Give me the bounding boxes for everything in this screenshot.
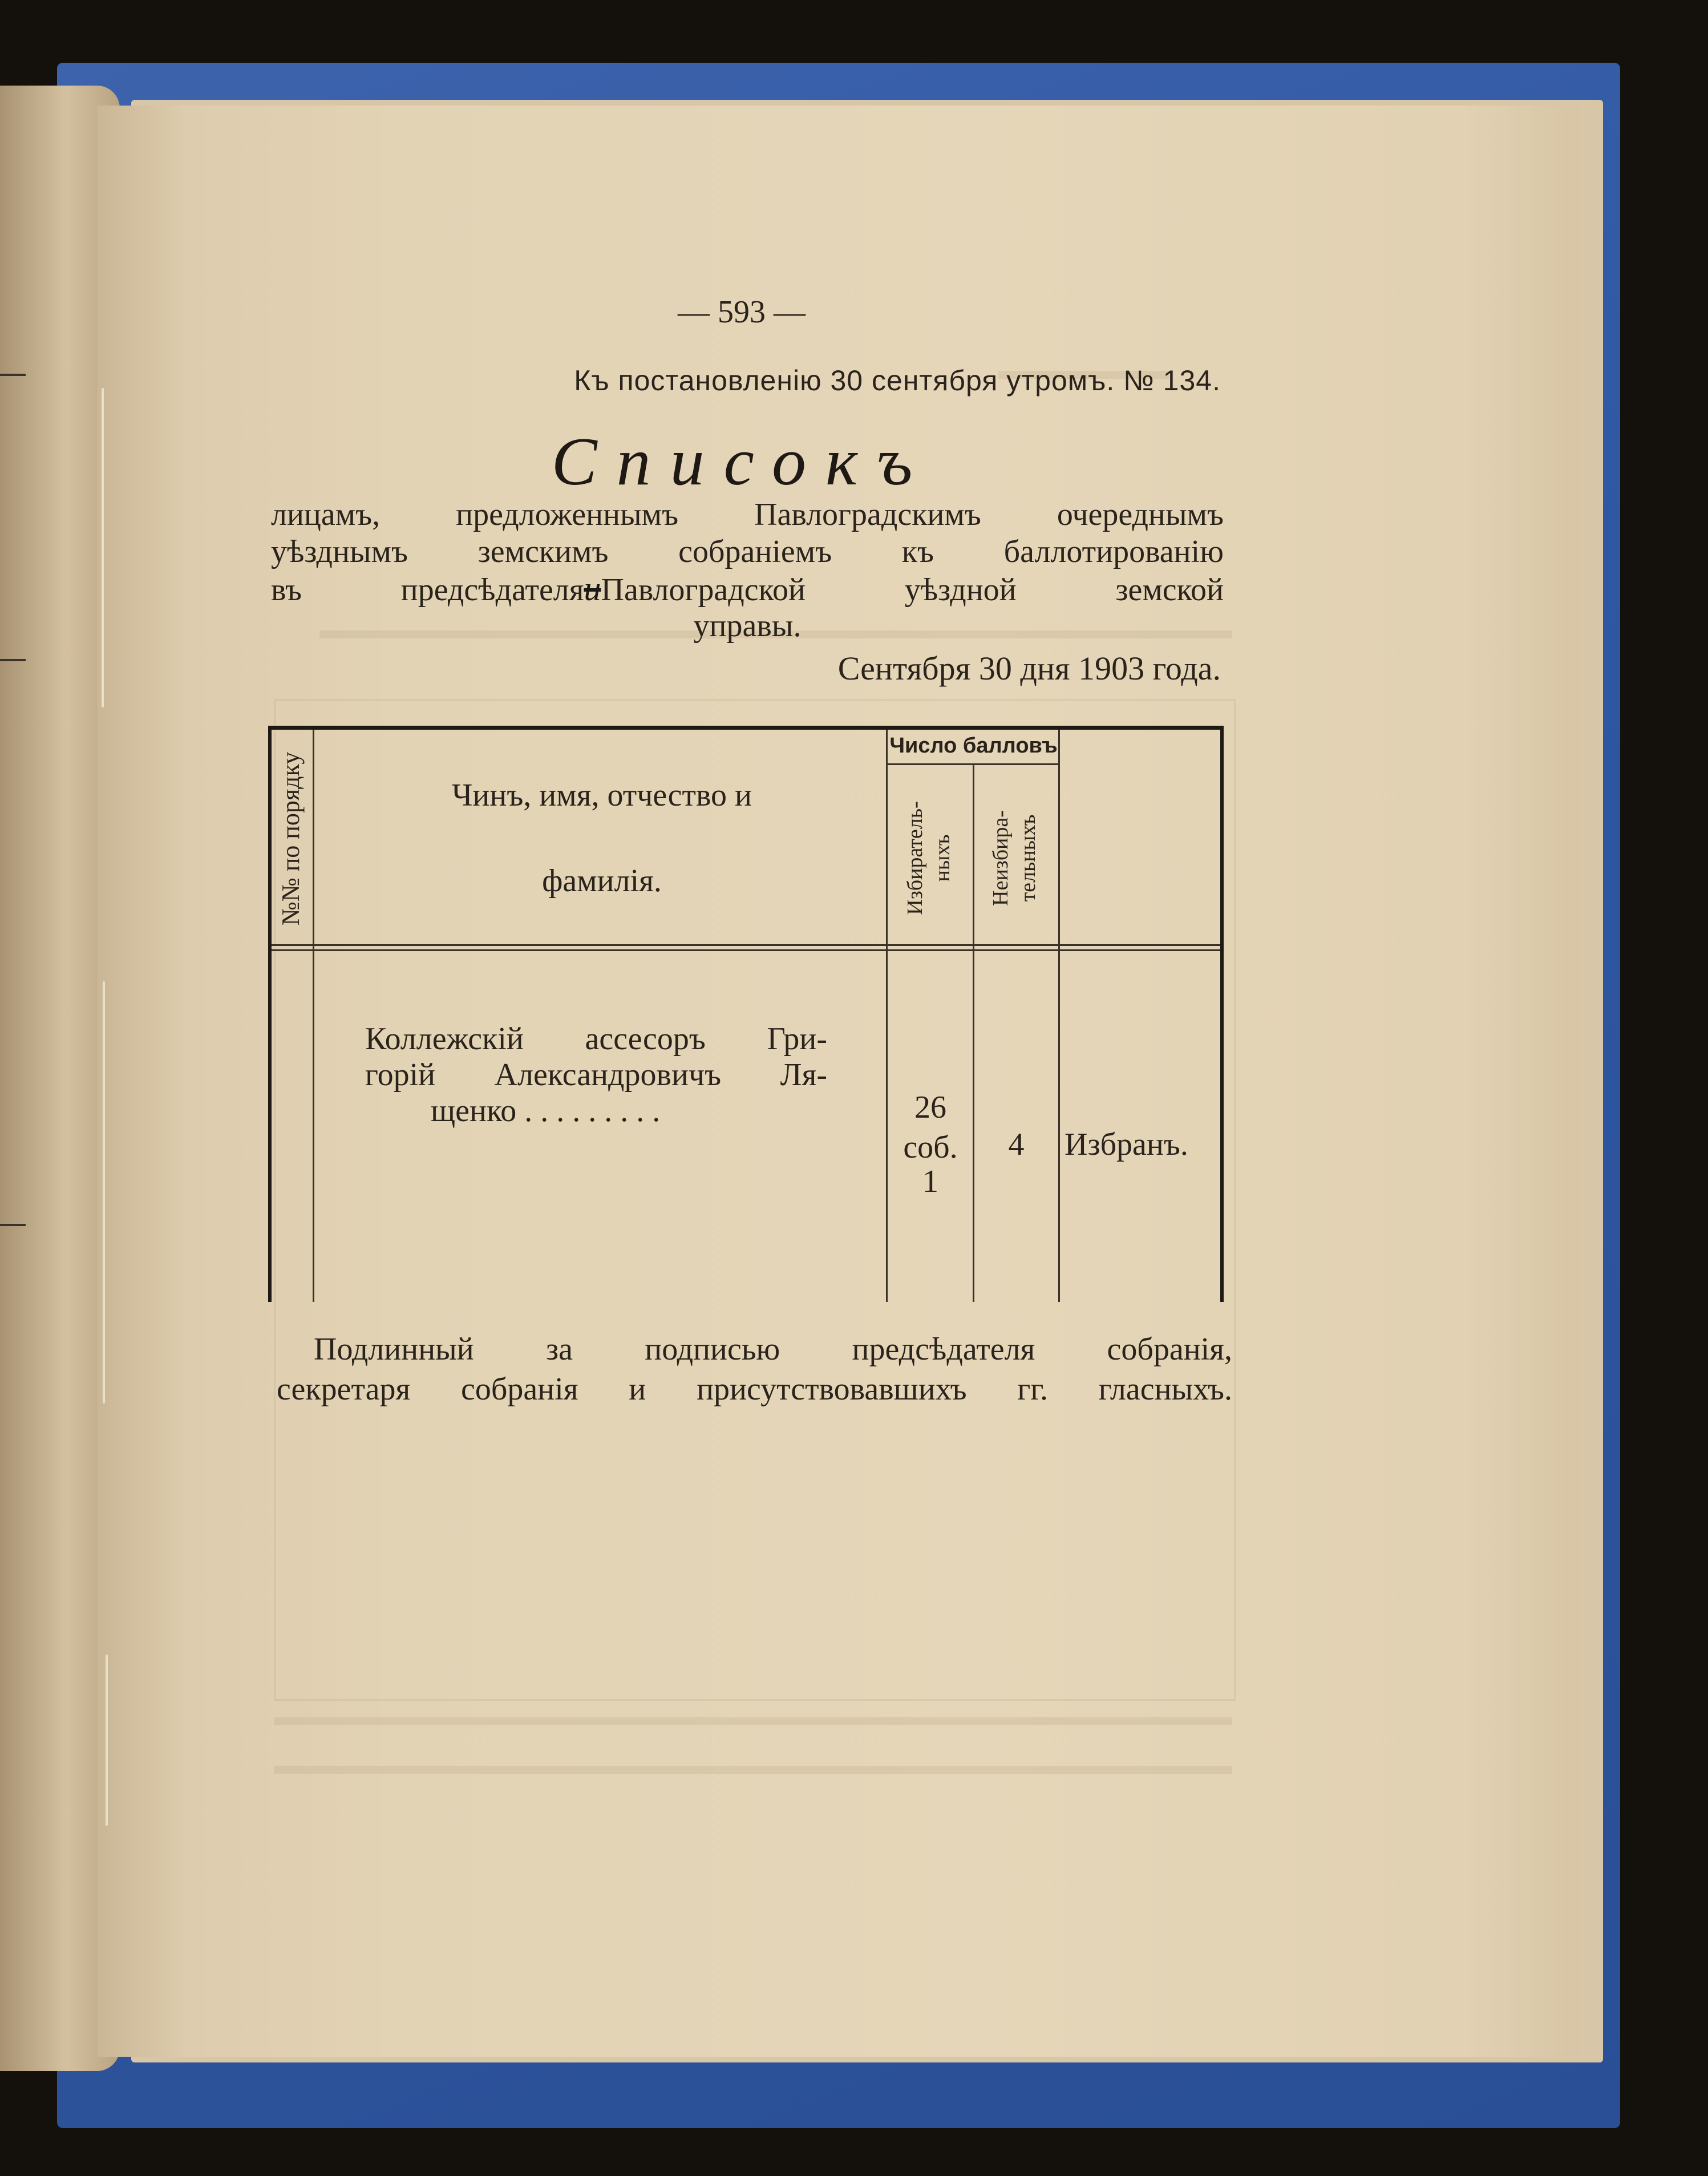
- table-left-border: [268, 726, 272, 1302]
- header-number: №№ по порядку: [277, 751, 305, 926]
- header-name-line-2: фамилія.: [542, 863, 662, 899]
- table-col-divider: [886, 730, 888, 1302]
- table-top-rule: [268, 726, 1224, 730]
- footer-note: [277, 1329, 1232, 1409]
- header-electing-line-2: ныхъ: [930, 834, 954, 882]
- resolution-reference: Къ постановленію 30 сентября утромъ. № 134.: [574, 365, 1221, 397]
- header-non-electing: [987, 772, 1044, 944]
- footer-line-2: секретаря собранія и присутствовавшихъ гг. гласныхъ.: [277, 1372, 1232, 1407]
- table-right-border: [1220, 726, 1224, 1302]
- footer-line-1: Подлинный за подписью предсѣдателя собранія,: [314, 1332, 1232, 1367]
- row-name-line-1: Коллежскій ассесоръ Гри-: [365, 1021, 827, 1057]
- row-result: Избранъ.: [1065, 1127, 1188, 1162]
- table-col-divider: [1058, 730, 1060, 1302]
- intro-line-2: уѣзднымъ земскимъ собраніемъ къ баллотированію: [271, 534, 1224, 569]
- table-col-divider: [973, 765, 974, 1302]
- table-col-divider: [313, 730, 314, 1302]
- votes-group-rule: [888, 763, 1058, 765]
- header-votes-group: Число балловъ: [889, 734, 1058, 758]
- row-electing-extra: 1: [922, 1164, 938, 1199]
- row-name-line-2: горій Александровичъ Ля-: [365, 1057, 827, 1093]
- header-non-electing-line-1: Неизбира-: [989, 810, 1013, 906]
- intro-line-3: [271, 571, 1224, 608]
- row-non-electing-count: 4: [1008, 1127, 1025, 1162]
- document-date: Сентября 30 дня 1903 года.: [837, 650, 1221, 687]
- header-non-electing-line-2: тельныхъ: [1016, 814, 1040, 902]
- header-bottom-rule-double: [272, 949, 1220, 951]
- handwritten-correction: и: [584, 570, 601, 608]
- document-title: Списокъ: [551, 423, 932, 499]
- page-number: — 593 —: [678, 294, 806, 330]
- header-bottom-rule: [272, 944, 1220, 946]
- intro-line-3-start: въ предсѣдателя: [271, 572, 584, 608]
- intro-line-3-end: Павлоградской уѣздной земской: [601, 572, 1224, 608]
- intro-line-1: лицамъ, предложеннымъ Павлоградскимъ очереднымъ: [271, 497, 1224, 532]
- header-electing-line-1: Избиратель-: [903, 801, 927, 915]
- header-name-line-1: Чинъ, имя, отчество и: [452, 778, 752, 813]
- row-electing-note: соб.: [903, 1130, 958, 1165]
- row-electing-count: 26: [914, 1090, 946, 1125]
- header-electing: [901, 772, 958, 944]
- row-name-line-3: щенко . . . . . . . . .: [431, 1093, 661, 1129]
- intro-line-4: управы.: [693, 608, 802, 644]
